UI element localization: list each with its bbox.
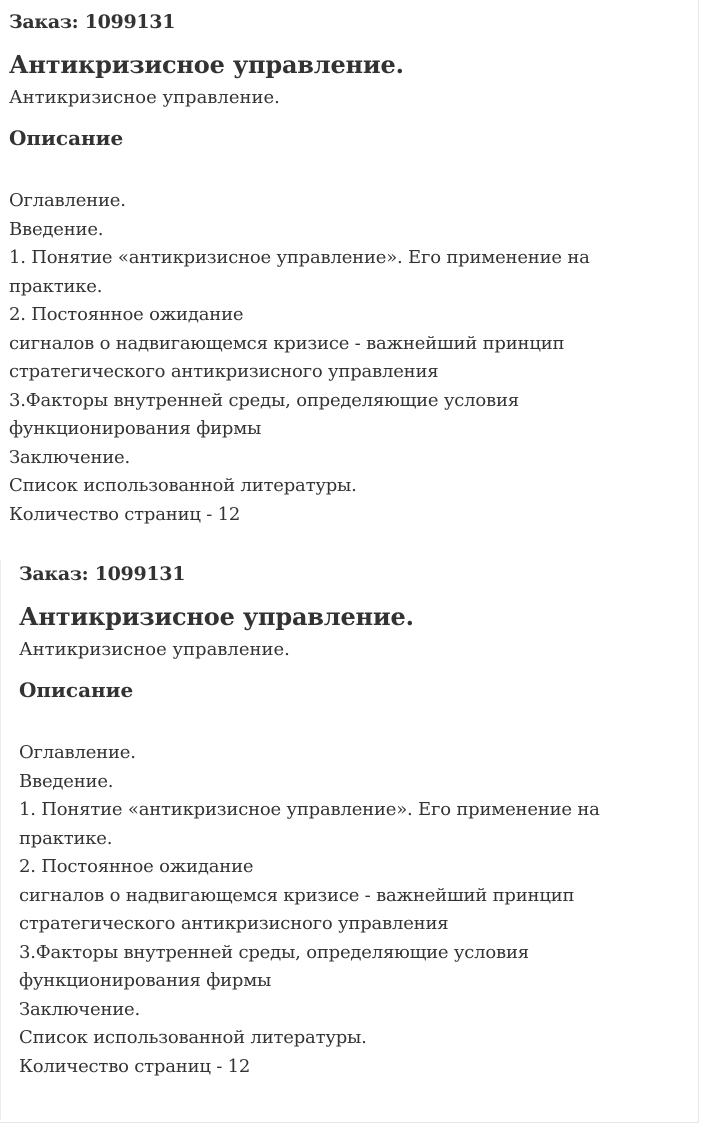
content-line: 2. Постоянное ожидание [9,304,244,325]
content-line: сигналов о надвигающемся кризисе - важнейший принцип [19,884,575,906]
content-line: практике. [19,827,113,849]
content-line: функционирования фирмы [9,418,262,439]
content-line: 1. Понятие «антикризисное управление». Его применение на [9,247,590,268]
content-line: Количество страниц - 12 [9,503,241,525]
content-line: Оглавление. [19,742,136,763]
content-line: Список использованной литературы. [9,475,357,496]
content-line: Список использованной литературы. [19,1027,367,1048]
order-number: Заказ: 1099131 [9,11,176,33]
order-number: Заказ: 1099131 [19,563,186,585]
content-line: 1. Понятие «антикризисное управление». Его применение на [19,799,600,820]
content-line: 2. Постоянное ожидание [19,856,254,877]
content-line: Введение. [19,770,114,792]
content-line: функционирования фирмы [19,970,272,991]
description-heading: Описание [9,126,124,150]
order-subtitle: Антикризисное управление. [19,639,290,660]
content-line: Количество страниц - 12 [19,1055,251,1077]
content-line: стратегического антикризисного управления [9,361,439,382]
description-heading: Описание [19,678,134,702]
content-line: 3.Факторы внутренней среды, определяющие условия [9,389,519,411]
content-line: 3.Факторы внутренней среды, определяющие условия [19,941,529,963]
description-content [19,739,690,1081]
content-line: Введение. [9,218,104,240]
content-line: Оглавление. [9,190,126,211]
order-card-duplicate [0,560,690,1120]
order-subtitle: Антикризисное управление. [9,87,280,108]
order-title: Антикризисное управление. [19,602,414,631]
content-line: Заключение. [19,998,141,1020]
order-card-primary [9,8,689,529]
content-line: практике. [9,275,103,297]
content-line: сигналов о надвигающемся кризисе - важнейший принцип [9,332,565,354]
order-title: Антикризисное управление. [9,50,404,79]
description-content [9,187,689,529]
content-line: Заключение. [9,446,131,468]
content-line: стратегического антикризисного управления [19,913,449,934]
